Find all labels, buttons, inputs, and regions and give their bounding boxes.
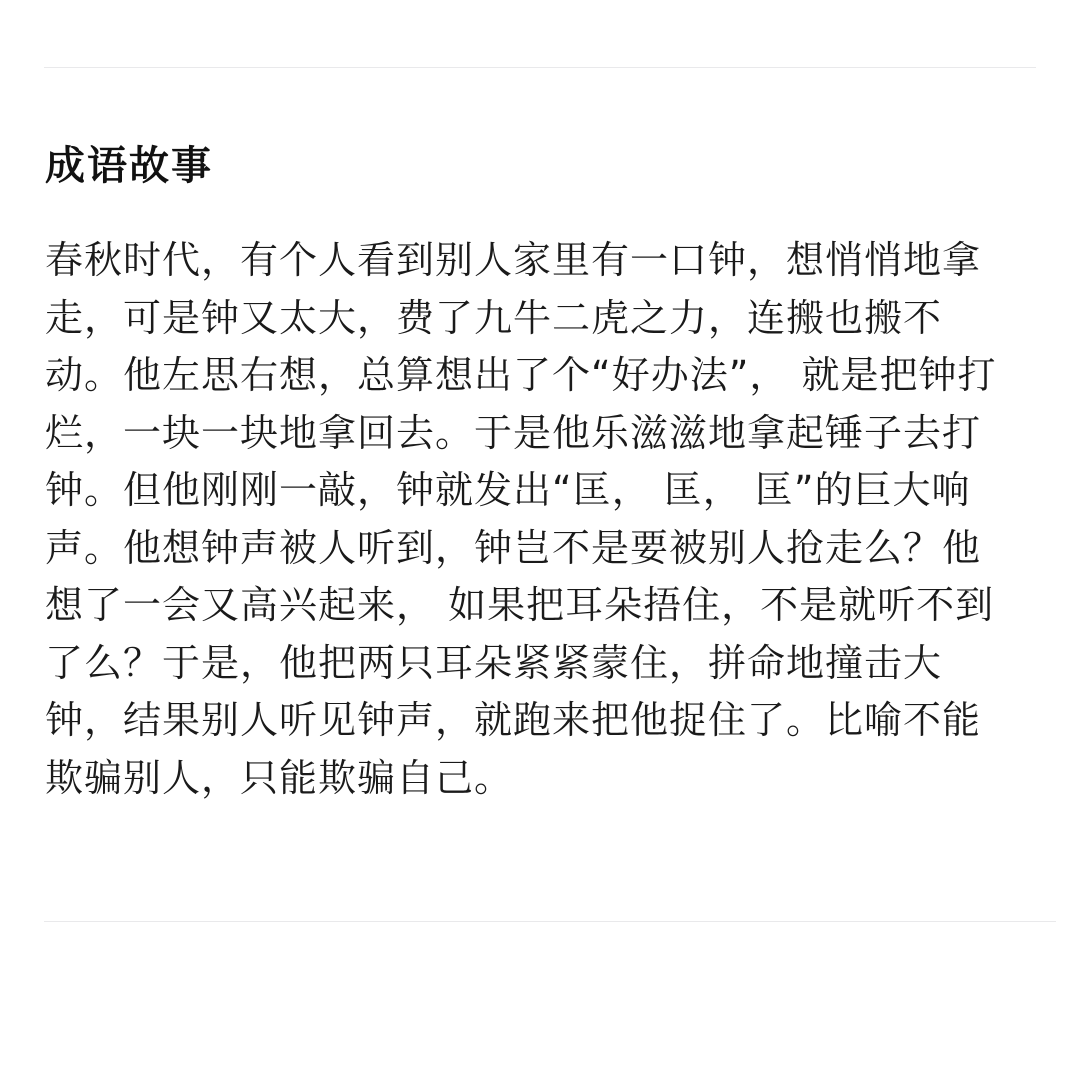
body-line: 了么？于是，他把两只耳朵紧紧蒙住，拼命地撞击大 xyxy=(45,640,943,685)
body-line: 动。他左思右想，总算想出了个“好办法”， 就是把钟打 xyxy=(45,353,997,397)
body-line: 春秋时代，有个人看到别人家里有一口钟，想悄悄地拿 xyxy=(45,238,982,282)
article-title: 成语故事 xyxy=(45,143,213,189)
body-line: 声。他想钟声被人听到，钟岂不是要被别人抢走么？他 xyxy=(45,525,982,570)
top-divider xyxy=(44,67,1036,68)
body-line: 烂，一块一块地拿回去。于是他乐滋滋地拿起锤子去打 xyxy=(45,410,982,455)
body-line: 走，可是钟又太大，费了九牛二虎之力，连搬也搬不 xyxy=(45,295,943,340)
body-line: 钟。但他刚刚一敲，钟就发出“匡， 匡， 匡”的巨大响 xyxy=(45,468,971,512)
body-line: 欺骗别人，只能欺骗自己。 xyxy=(45,755,514,800)
body-line: 想了一会又高兴起来， 如果把耳朵捂住，不是就听不到 xyxy=(45,583,995,627)
article-body xyxy=(45,232,1035,807)
body-line: 钟，结果别人听见钟声，就跑来把他捉住了。比喻不能 xyxy=(45,698,982,742)
bottom-divider xyxy=(44,921,1056,922)
